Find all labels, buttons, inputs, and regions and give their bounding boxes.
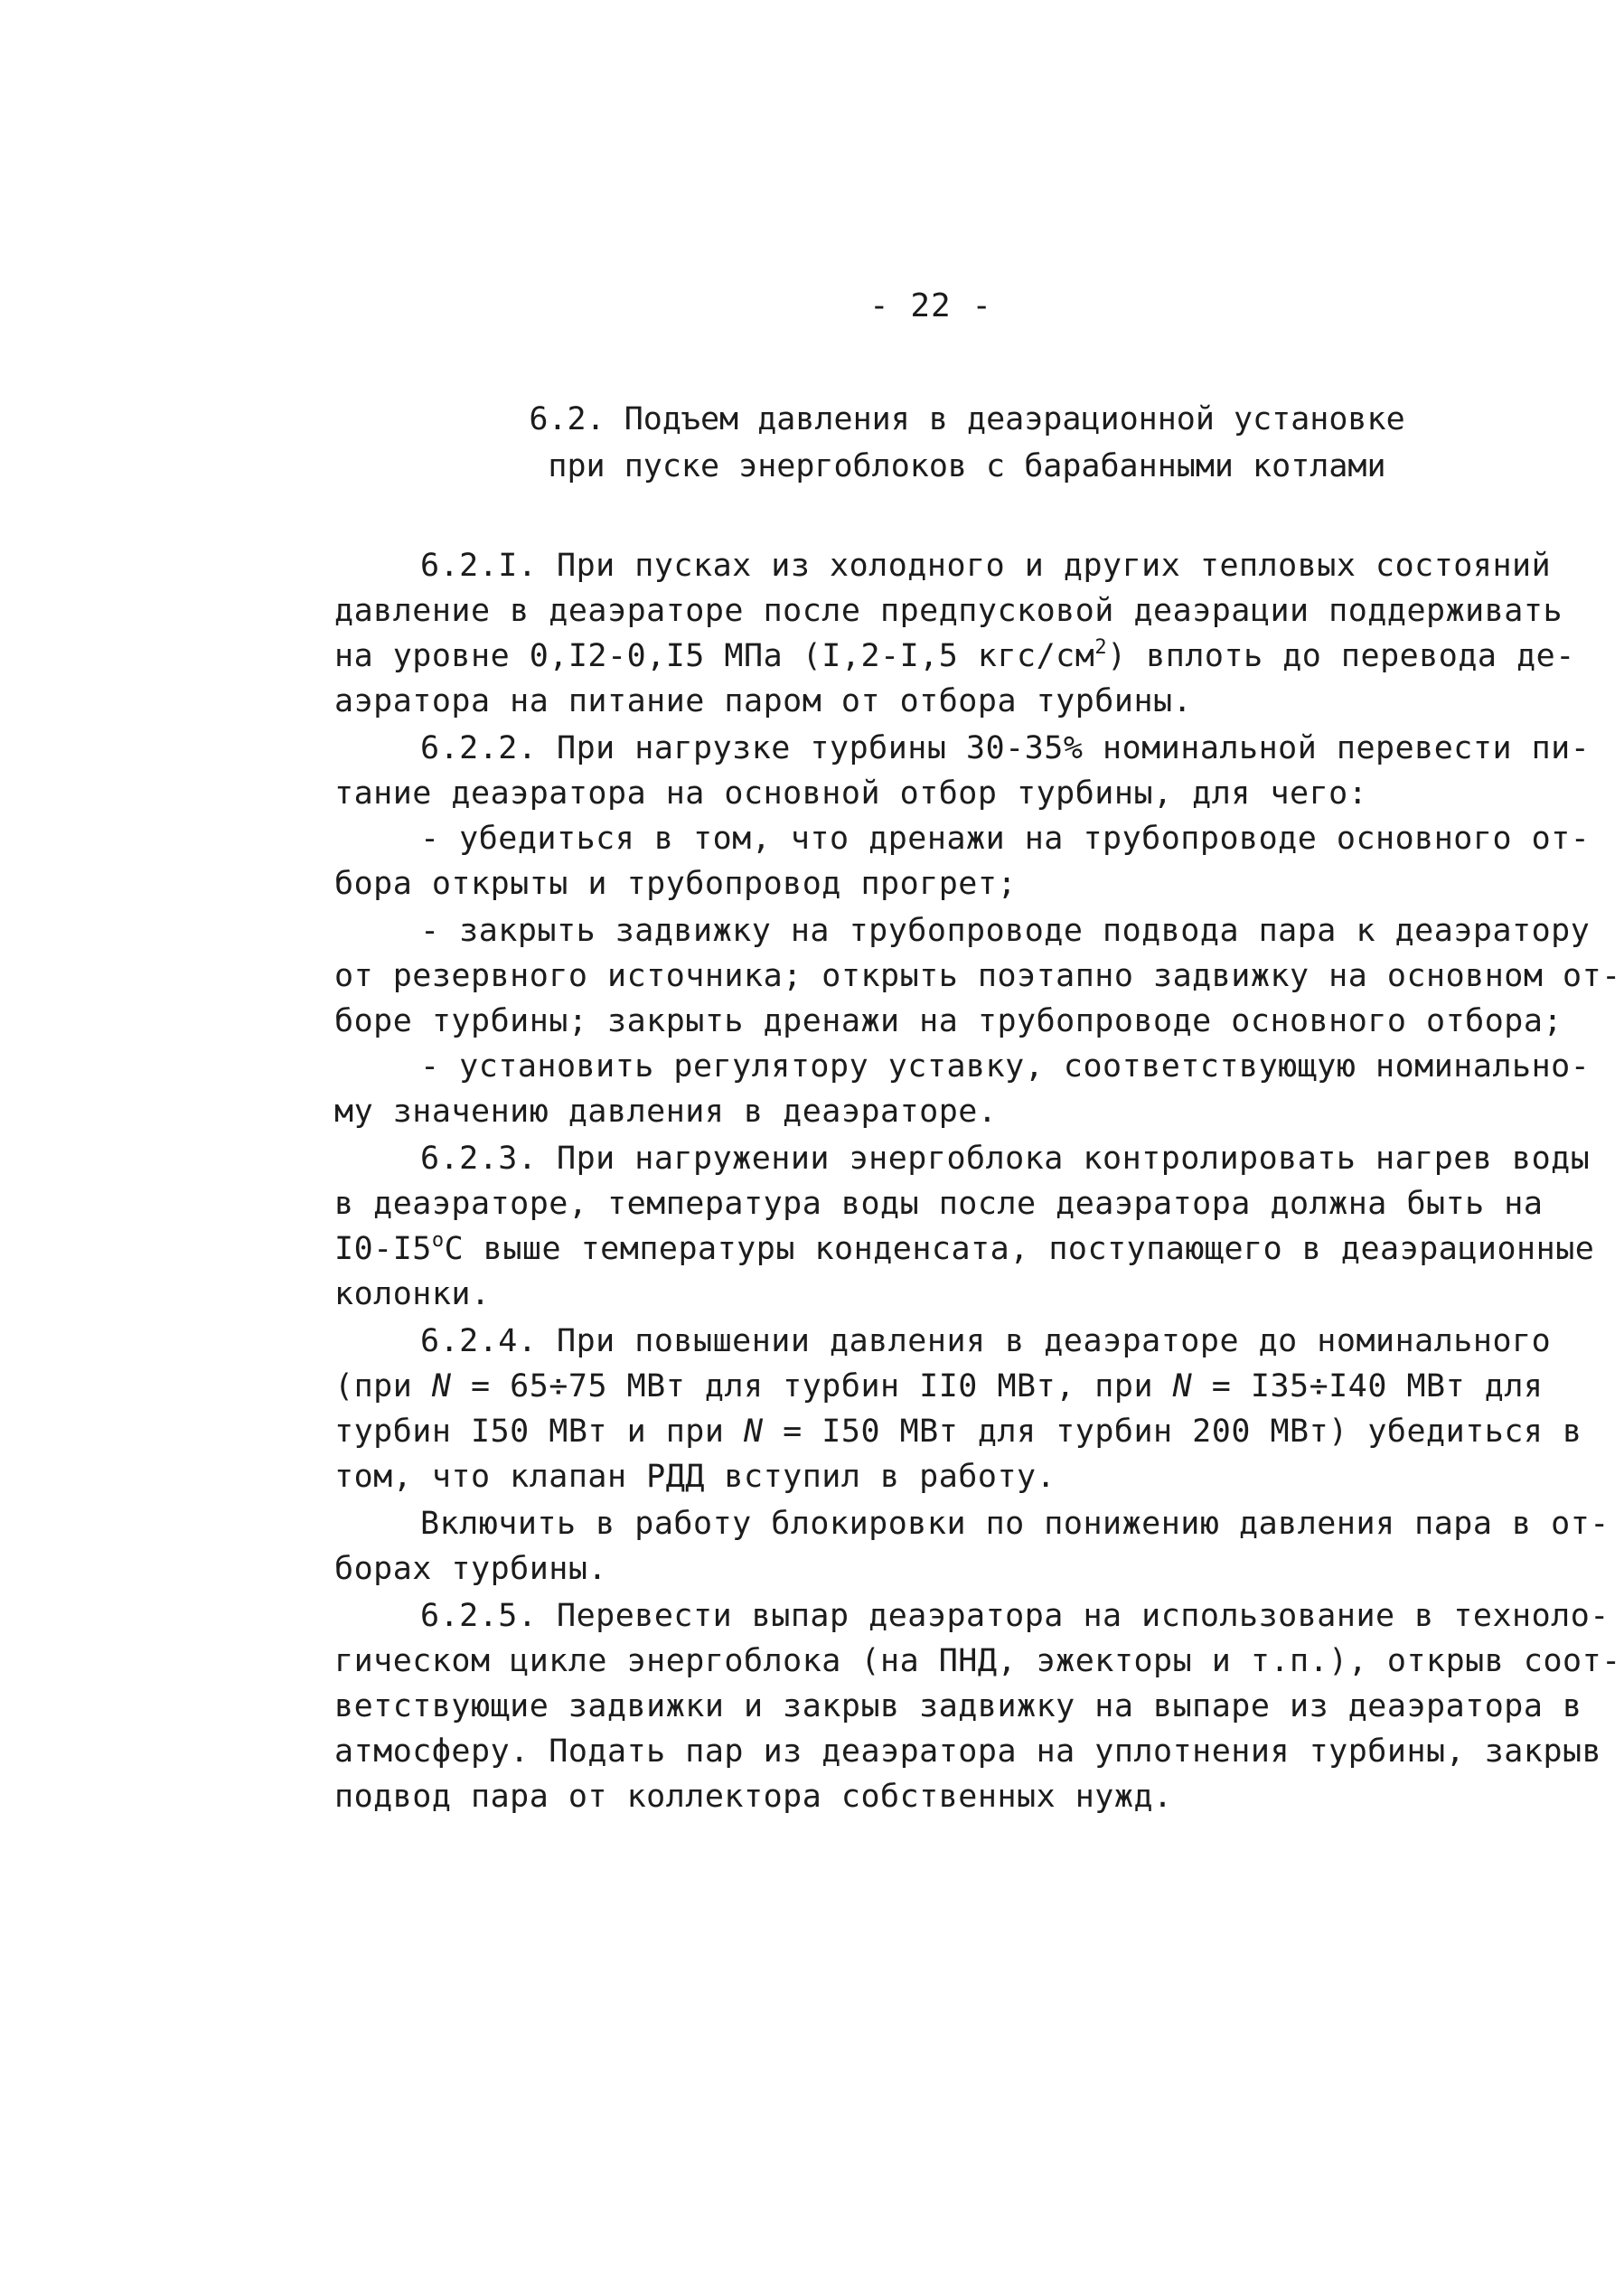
- text-line: - закрыть задвижку на трубопроводе подвода пара к деаэратору: [420, 913, 1591, 949]
- text-fragment: на уровне 0,I2-0,I5 МПа (I,2-I,5 кгс/см: [334, 638, 1095, 674]
- text-line: от резервного источника; открыть поэтапно задвижку на основном от-: [334, 958, 1621, 994]
- text-line: [334, 1414, 1582, 1450]
- text-line: [334, 1231, 1594, 1267]
- text-line: колонки.: [334, 1276, 491, 1312]
- text-line: 6.2.4. При повышении давления в деаэраторе до номинального: [420, 1323, 1552, 1359]
- text-line: [334, 638, 1575, 674]
- text-line: [334, 1368, 1543, 1404]
- text-line: 6.2.I. При пусках из холодного и других тепловых состояний: [420, 548, 1552, 584]
- text-line: 6.2.5. Перевести выпар деаэратора на использование в техноло-: [420, 1598, 1610, 1634]
- text-line: давление в деаэраторе после предпусковой деаэрации поддерживать: [334, 593, 1563, 629]
- degree-sign: o: [431, 1229, 445, 1252]
- text-fragment: = 65÷75 МВт для турбин II0 МВт, при: [451, 1368, 1173, 1404]
- text-line: - установить регулятору уставку, соответствующую номинально-: [420, 1048, 1591, 1085]
- text-line: - убедиться в том, что дренажи на трубопроводе основного от-: [420, 821, 1591, 857]
- superscript: 2: [1094, 636, 1108, 659]
- text-fragment: С выше температуры конденсата, поступающего в деаэрационные: [444, 1231, 1595, 1267]
- text-line: бора открыты и трубопровод прогрет;: [334, 866, 1018, 902]
- text-line: борах турбины.: [334, 1551, 608, 1587]
- text-line: в деаэраторе, температура воды после деаэратора должна быть на: [334, 1186, 1544, 1222]
- text-line: атмосферу. Подать пар из деаэратора на уплотнения турбины, закрыв: [334, 1733, 1602, 1770]
- symbol-n: N: [744, 1414, 764, 1450]
- section-heading: [325, 396, 1609, 490]
- text-fragment: = I35÷I40 МВт для: [1192, 1368, 1544, 1404]
- text-fragment: турбин I50 МВт и при: [334, 1414, 745, 1450]
- text-line: ветствующие задвижки и закрыв задвижку на выпаре из деаэратора в: [334, 1688, 1582, 1724]
- heading-line-1: 6.2. Подъем давления в деаэрационной установке: [529, 401, 1405, 437]
- text-fragment: = I50 МВт для турбин 200 МВт) убедиться в: [763, 1414, 1582, 1450]
- text-line: аэратора на питание паром от отбора турбины.: [334, 683, 1193, 719]
- text-line: боре турбины; закрыть дренажи на трубопроводе основного отбора;: [334, 1003, 1563, 1039]
- text-line: Включить в работу блокировки по понижению давления пара в от-: [420, 1506, 1610, 1542]
- text-fragment: ) вплоть до перевода де-: [1107, 638, 1575, 674]
- heading-line-2: при пуске энергоблоков с барабанными котлами: [548, 448, 1386, 484]
- symbol-n: N: [431, 1368, 452, 1404]
- text-line: том, что клапан РДД вступил в работу.: [334, 1459, 1056, 1495]
- text-line: гическом цикле энергоблока (на ПНД, эжекторы и т.п.), открыв соот-: [334, 1643, 1621, 1679]
- text-line: му значению давления в деаэраторе.: [334, 1094, 998, 1130]
- text-fragment: (при: [334, 1368, 432, 1404]
- text-fragment: I0-I5: [334, 1231, 432, 1267]
- page-number: - 22 -: [868, 287, 993, 324]
- symbol-n: N: [1172, 1368, 1193, 1404]
- text-line: подвод пара от коллектора собственных нужд.: [334, 1779, 1173, 1815]
- text-line: 6.2.2. При нагрузке турбины 30-35% номинальной перевести пи-: [420, 730, 1591, 766]
- text-line: тание деаэратора на основной отбор турбины, для чего:: [334, 775, 1368, 812]
- text-line: 6.2.3. При нагружении энергоблока контролировать нагрев воды: [420, 1141, 1591, 1177]
